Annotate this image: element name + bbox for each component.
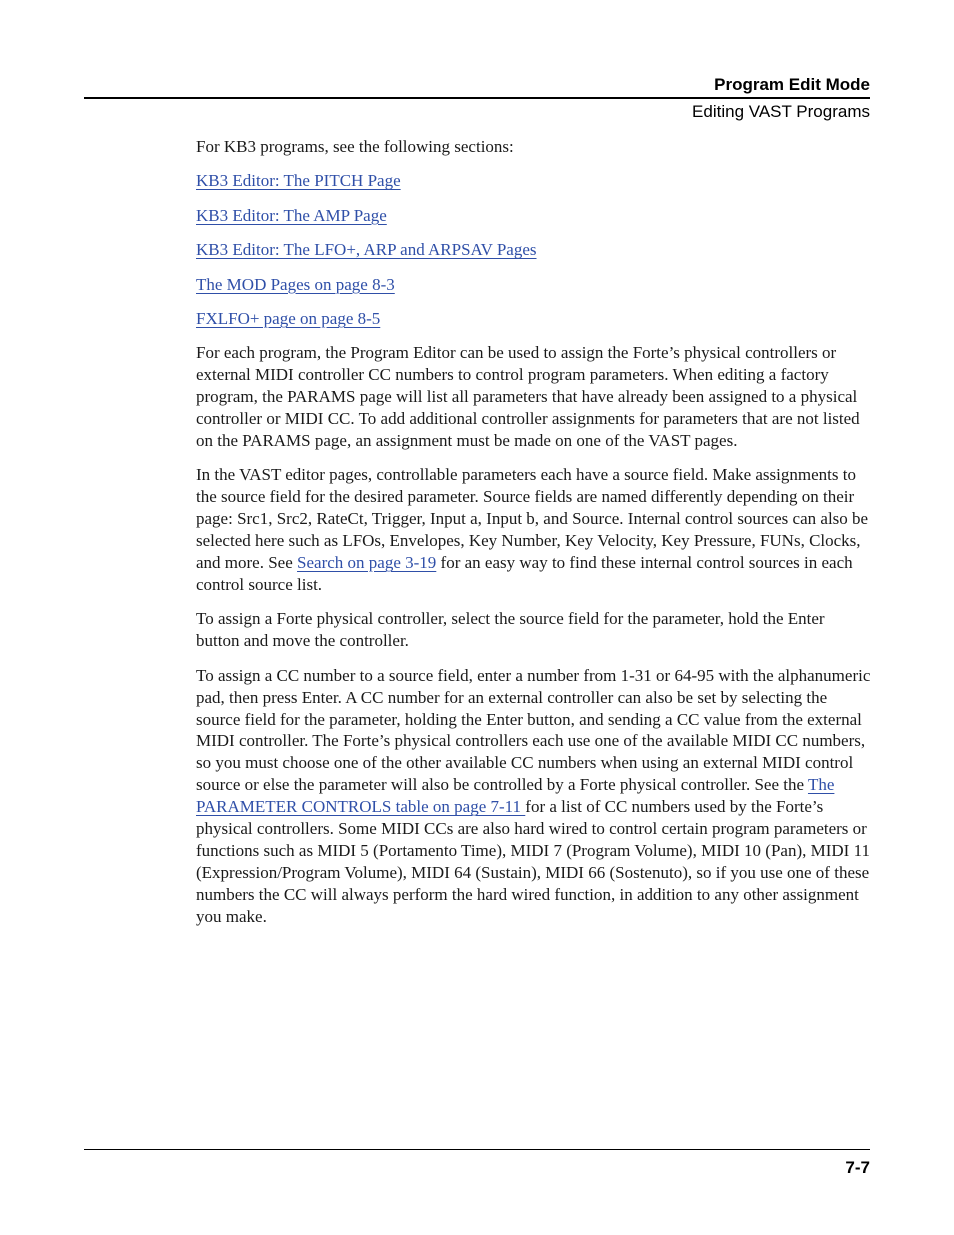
paragraph-vast-source-fields (196, 464, 872, 595)
paragraph-text: for a list of CC numbers used by the Forte’s physical controllers. Some MIDI CCs are also hard wired to control certain program parameters or functions such as MIDI 5 (Portamento Time), MIDI 7 (Program Volume), MIDI 10 (Pan), MIDI 11 (Expression/Program Volume), MIDI 64 (Sustain), MIDI 66 (Sostenuto), so if you use one of these numbers the CC will always perform the hard wired function, in addition to any other assignment you make. (196, 797, 870, 926)
link-mod-pages[interactable]: The MOD Pages on page 8-3 (196, 274, 395, 294)
paragraph-text: To assign a CC number to a source field, enter a number from 1-31 or 64-95 with the alphanumeric pad, then press Enter. A CC number for an external controller can also be set by selecting the source field for the parameter, holding the Enter button, and sending a CC value from the external MIDI controller. The Forte’s physical controllers each use one of the available MIDI CC numbers, so you must choose one of the other available CC numbers when using an external MIDI control source or else the parameter will also be controlled by a Forte physical controller. See the (196, 665, 871, 795)
header-divider (84, 97, 870, 99)
link-kb3-amp-page[interactable]: KB3 Editor: The AMP Page (196, 205, 387, 225)
paragraph-cc-number (196, 665, 872, 928)
link-kb3-lfo-arp-pages[interactable]: KB3 Editor: The LFO+, ARP and ARPSAV Pages (196, 240, 537, 260)
header-section-title: Editing VAST Programs (692, 102, 870, 121)
intro-paragraph: For KB3 programs, see the following sections: (196, 137, 514, 156)
paragraph-text: for an easy way to find these internal control sources in each control source list. (196, 553, 853, 594)
link-fxlfo-page[interactable]: FXLFO+ page on page 8-5 (196, 309, 381, 329)
link-item (196, 205, 872, 227)
link-parameter-controls-table[interactable]: The PARAMETER CONTROLS table on page 7-11 (196, 775, 835, 817)
header-chapter-title: Program Edit Mode (714, 75, 870, 94)
link-kb3-pitch-page[interactable]: KB3 Editor: The PITCH Page (196, 171, 401, 191)
link-item (196, 274, 872, 296)
paragraph-physical-controller: To assign a Forte physical controller, select the source field for the parameter, hold the Enter button and move the controller. (196, 609, 825, 651)
link-item (196, 170, 872, 192)
paragraph-program-editor: For each program, the Program Editor can be used to assign the Forte’s physical controllers or external MIDI controller CC numbers to control program parameters. When editing a factory program, the PARAMS page will list all parameters that have already been assigned to a physical controller or MIDI CC. To add additional controller assignments for parameters that are not listed on the PARAMS page, an assignment must be made on one of the VAST pages. (196, 343, 860, 451)
link-item (196, 308, 872, 330)
main-content (196, 136, 872, 940)
paragraph-text: In the VAST editor pages, controllable parameters each have a source field. Make assignments to the source field for the desired parameter. Source fields are named differently depending on their page: Src1, Src2, RateCt, Trigger, Input a, Input b, and Source. Internal control sources can also be selected here such as LFOs, Envelopes, Key Number, Key Velocity, Key Pressure, FUNs, Clocks, and more. See (196, 465, 869, 573)
link-item (196, 239, 872, 261)
footer-divider (84, 1149, 870, 1150)
link-search-page[interactable]: Search on page 3-19 (297, 553, 437, 573)
page-number: 7-7 (845, 1158, 870, 1177)
